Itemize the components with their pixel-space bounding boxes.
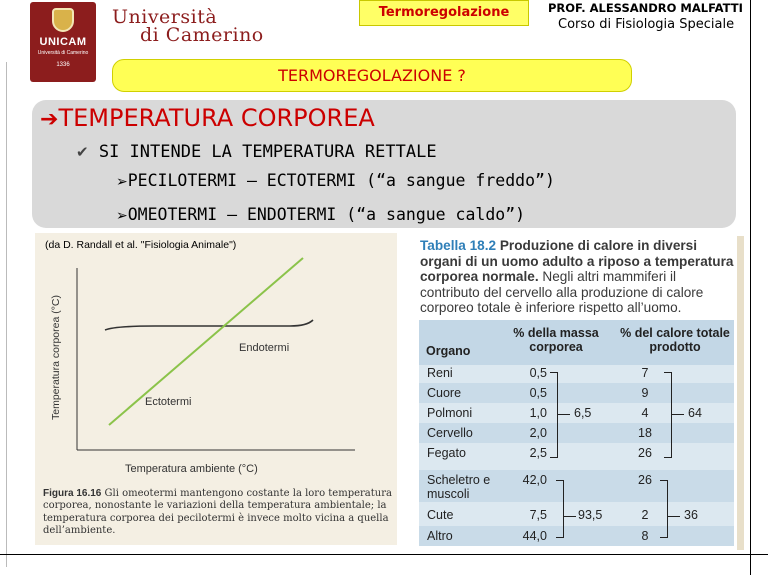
- table-cell-organ: Polmoni: [427, 406, 473, 420]
- slide-title: TERMOREGOLAZIONE ?: [112, 59, 632, 92]
- table-cell-organ: Altro: [427, 529, 453, 543]
- table-cell-organ: Reni: [427, 366, 453, 380]
- bullet-text: SI INTENDE LA TEMPERATURA RETTALE: [98, 142, 437, 162]
- sub-bullet-text: PECILOTERMI – ECTOTERMI (“a sangue freddo”): [127, 171, 555, 190]
- table-cell-mass: 44,0: [522, 529, 547, 543]
- logo-year: 1336: [56, 62, 70, 68]
- group-mass-total: 93,5: [578, 508, 603, 522]
- triangle-bullet-icon: ➢: [116, 208, 128, 224]
- mass-bracket-tick: [564, 516, 576, 517]
- page-edge: [737, 236, 744, 550]
- bullet-item: [76, 142, 437, 162]
- table-title-rest: Negli altri mammiferi il contributo del cervello alla produzione di calore corporeo totale è inferiore rispetto all’uomo.: [420, 269, 704, 315]
- table-cell-mass: 0,5: [529, 386, 547, 400]
- table-cell-heat: 4: [641, 406, 649, 420]
- group-heat-total: 64: [688, 406, 702, 420]
- table-title-bold: Produzione di calore in diversi organi di un uomo adulto a riposo a temperatura corporea normale.: [420, 238, 734, 284]
- x-axis-label: Temperatura ambiente (°C): [125, 463, 258, 475]
- table-cell-mass: 42,0: [522, 473, 547, 487]
- table-cell-heat: 18: [638, 426, 652, 440]
- figure-caption: [43, 488, 393, 537]
- left-divider: [6, 62, 7, 567]
- sub-bullet-text: OMEOTERMI – ENDOTERMI (“a sangue caldo”): [127, 205, 526, 224]
- course-name: Corso di Fisiologia Speciale: [558, 17, 735, 32]
- logo-name: UNICAM: [39, 36, 87, 48]
- mass-bracket: [550, 372, 558, 458]
- table-cell-mass: 2,0: [529, 426, 547, 440]
- group-heat-total: 36: [684, 508, 698, 522]
- professor-name: PROF. ALESSANDRO MALFATTI: [548, 1, 743, 15]
- y-axis-label: Temperatura corporea (°C): [50, 295, 62, 420]
- column-header-organ: Organo: [426, 344, 471, 358]
- caption-text: Gli omeotermi mantengono costante la loro temperatura corporea, nonostante le variazioni della temperatura ambientale; la temperatura corporea dei pecilotermi è invece molto vicina a quella dell’ambiente.: [43, 488, 392, 536]
- table-number: Tabella 18.2: [420, 238, 497, 253]
- table-cell-organ: Cuore: [427, 386, 462, 400]
- section-heading: [40, 104, 375, 132]
- heading-text: TEMPERATURA CORPOREA: [58, 104, 375, 132]
- column-header-mass: % della massa corporea: [513, 326, 599, 354]
- table-cell-heat: 2: [641, 508, 649, 522]
- triangle-bullet-icon: ➢: [116, 174, 128, 190]
- table-title: [420, 238, 734, 316]
- arrow-right-icon: ➔: [40, 107, 59, 132]
- checkmark-icon: ✔: [76, 143, 89, 161]
- right-divider: [750, 0, 751, 575]
- table-cell-heat: 26: [638, 473, 652, 487]
- series-label-endotermi: Endotermi: [239, 342, 290, 354]
- table-cell-heat: 26: [638, 446, 652, 460]
- table-cell-organ: Cute: [427, 508, 454, 522]
- column-header-heat: % del calore totale prodotto: [620, 326, 730, 354]
- table-cell-organ: Cervello: [427, 426, 473, 440]
- university-line2: di Camerino: [140, 24, 264, 46]
- mass-bracket: [556, 480, 564, 538]
- university-line1: Università: [112, 6, 218, 28]
- series-line-endotermi: [105, 320, 313, 330]
- table-cell-organ: Fegato: [427, 446, 466, 460]
- table-cell-mass: 2,5: [529, 446, 547, 460]
- series-label-ectotermi: Ectotermi: [145, 396, 192, 408]
- university-name: [112, 8, 264, 44]
- table-cell-heat: 7: [641, 366, 649, 380]
- group-mass-total: 6,5: [574, 406, 592, 420]
- table-cell-heat: 8: [641, 529, 649, 543]
- heat-bracket: [664, 372, 672, 458]
- mass-bracket-tick: [558, 414, 570, 415]
- table-cell-heat: 9: [641, 386, 649, 400]
- crest-icon: [52, 8, 74, 32]
- temperature-chart: [35, 250, 397, 486]
- caption-label: Figura 16.16: [43, 488, 102, 499]
- bottom-divider: [0, 554, 768, 555]
- sub-bullet-item: [116, 171, 555, 190]
- sub-bullet-item: [116, 205, 525, 224]
- table-cell-mass: 7,5: [529, 508, 547, 522]
- unicam-logo: [30, 2, 96, 82]
- topic-label: Termoregolazione: [359, 0, 529, 26]
- heat-bracket-tick: [672, 414, 684, 415]
- table-cell-mass: 0,5: [529, 366, 547, 380]
- heat-bracket: [660, 480, 668, 538]
- heat-bracket-tick: [668, 516, 680, 517]
- figure-source: (da D. Randall et al. "Fisiologia Animale"): [45, 239, 237, 251]
- logo-subtitle: Università di Camerino: [37, 50, 89, 56]
- table-cell-mass: 1,0: [529, 406, 547, 420]
- table-cell-organ: Scheletro e muscoli: [427, 473, 491, 501]
